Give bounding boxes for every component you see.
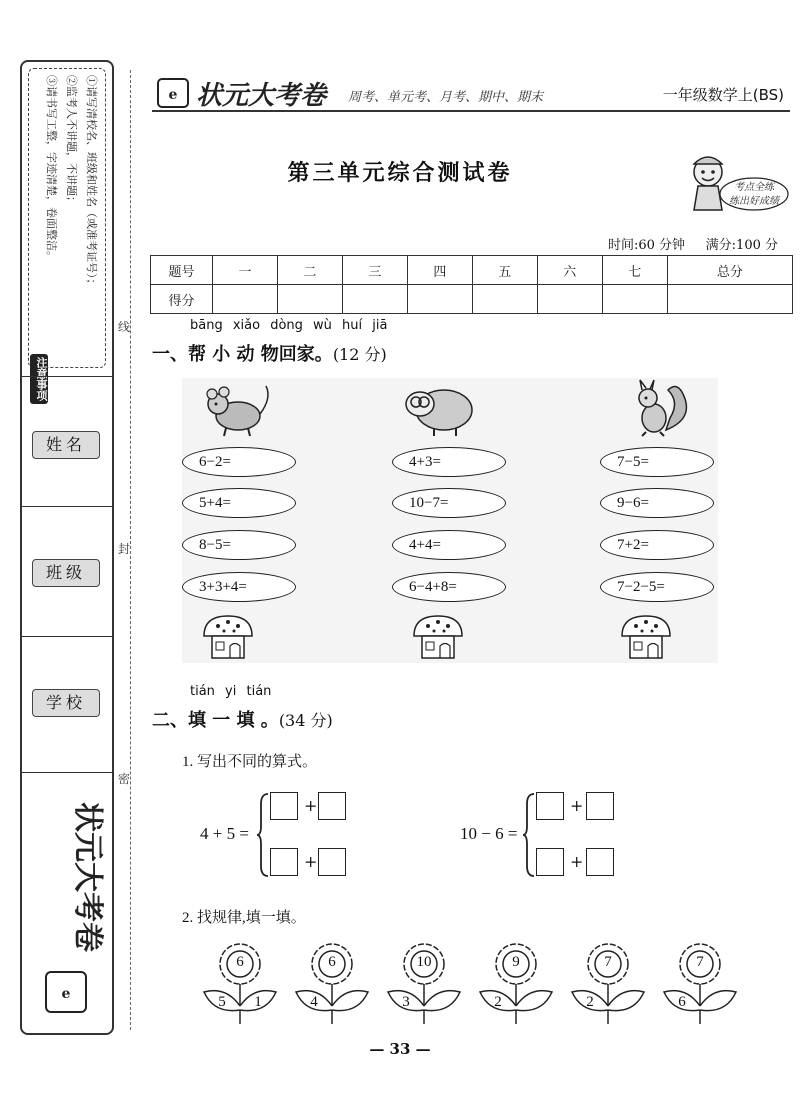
answer-box[interactable] xyxy=(586,848,614,876)
flower-item[interactable] xyxy=(660,942,742,1026)
page-title: 第三单元综合测试卷 xyxy=(287,160,513,186)
mouse-icon xyxy=(196,378,276,438)
section1-pinyin: bāng xiǎo dòng wù huí jiā xyxy=(190,318,388,333)
answer-box[interactable] xyxy=(318,848,346,876)
flower-left-number: 2 xyxy=(586,994,594,1010)
answer-box[interactable] xyxy=(318,792,346,820)
section1-points: (12 分) xyxy=(332,345,387,364)
strip-divider xyxy=(22,772,112,773)
flower-left-number: 4 xyxy=(310,994,318,1010)
note-line-2: ②监考人不讲题，不讲题； xyxy=(65,75,78,207)
note-line-3: ③请书写工整，字迹清楚，卷面整洁。 xyxy=(45,75,58,262)
equation-label-1: 4 + 5 = xyxy=(200,824,249,843)
score-cell[interactable] xyxy=(277,285,342,314)
notes-box xyxy=(28,68,106,368)
sheep-icon xyxy=(400,378,480,438)
cut-char-secret: 密 xyxy=(118,772,131,786)
section2-title: 二、填 一 填 。 xyxy=(152,710,279,731)
header-subtitle: 周考、单元考、月考、期中、期末 xyxy=(348,90,544,105)
flower-item[interactable] xyxy=(476,942,558,1026)
squirrel-icon xyxy=(618,378,698,438)
school-field-area xyxy=(22,636,112,772)
question-1: 1. 写出不同的算式。 xyxy=(182,754,318,770)
equation-oval[interactable]: 6−4+8= xyxy=(392,572,506,602)
name-field-area xyxy=(22,376,112,506)
equation-oval[interactable]: 9−6= xyxy=(600,488,714,518)
notes-title: 注意事项 xyxy=(30,354,48,404)
flower-item[interactable] xyxy=(200,942,282,1026)
plus-sign: + xyxy=(304,796,318,815)
score-cell[interactable] xyxy=(472,285,537,314)
answer-box[interactable] xyxy=(270,792,298,820)
page-number: — 33 — xyxy=(369,1040,431,1058)
answer-box[interactable] xyxy=(536,792,564,820)
flower-top-number: 7 xyxy=(604,954,612,970)
class-field-area xyxy=(22,506,112,636)
score-table xyxy=(150,255,793,314)
left-brace-icon xyxy=(256,792,270,878)
flower-left-number: 5 xyxy=(218,994,226,1010)
score-cell[interactable] xyxy=(537,285,602,314)
flower-right-number: 1 xyxy=(254,994,262,1010)
equation-oval[interactable]: 5+4= xyxy=(182,488,296,518)
table-header-cell: 五 xyxy=(472,256,537,285)
score-cell[interactable] xyxy=(407,285,472,314)
note-line-1: ①请写清校名、班级和姓名（或准考证号）； xyxy=(85,75,98,290)
equation-oval[interactable]: 7−2−5= xyxy=(600,572,714,602)
section1-heading xyxy=(152,340,387,366)
answer-box[interactable] xyxy=(270,848,298,876)
score-cell[interactable] xyxy=(667,285,792,314)
equation-oval[interactable]: 10−7= xyxy=(392,488,506,518)
exam-meta xyxy=(608,234,778,253)
flower-top-number: 6 xyxy=(236,954,244,970)
plus-sign: + xyxy=(304,852,318,871)
cut-char-line: 线 xyxy=(118,320,131,334)
mascot-caption-2: 练出好成绩 xyxy=(729,196,779,207)
table-header-cell: 六 xyxy=(537,256,602,285)
equation-oval[interactable]: 7+2= xyxy=(600,530,714,560)
brand-logo-vertical xyxy=(38,792,105,1022)
equation-oval[interactable]: 4+3= xyxy=(392,447,506,477)
cut-line xyxy=(130,70,131,1030)
time-limit: 时间:60 分钟 xyxy=(607,238,685,253)
section1-title: 一、帮 小 动 物回家。 xyxy=(152,344,333,365)
brand-logo-text: 状元大考卷 xyxy=(70,802,105,952)
equation-oval[interactable]: 8−5= xyxy=(182,530,296,560)
mascot-caption-1: 考点全练 xyxy=(734,182,774,193)
score-table-score-row xyxy=(151,285,793,314)
answer-box[interactable] xyxy=(586,792,614,820)
flower-item[interactable] xyxy=(568,942,650,1026)
equation-oval[interactable]: 6−2= xyxy=(182,447,296,477)
binding-strip xyxy=(20,60,114,1035)
plus-sign: + xyxy=(570,852,584,871)
answer-box[interactable] xyxy=(536,848,564,876)
mascot-illustration xyxy=(680,148,790,218)
cut-char-seal: 封 xyxy=(118,542,131,556)
flower-top-number: 10 xyxy=(416,954,432,970)
equation-oval[interactable]: 7−5= xyxy=(600,447,714,477)
question-2: 2. 找规律,填一填。 xyxy=(182,910,306,926)
table-header-cell: 二 xyxy=(277,256,342,285)
equation-oval[interactable]: 4+4= xyxy=(392,530,506,560)
table-header-cell: 七 xyxy=(602,256,667,285)
table-header-cell: 一 xyxy=(213,256,278,285)
left-brace-icon xyxy=(522,792,536,878)
score-cell[interactable] xyxy=(213,285,278,314)
page-header xyxy=(152,72,790,112)
score-table-header-row xyxy=(151,256,793,285)
table-header-cell: 总分 xyxy=(667,256,792,285)
notes-text xyxy=(33,75,101,375)
flower-top-number: 9 xyxy=(512,954,520,970)
table-header-cell: 三 xyxy=(342,256,407,285)
svg-text:e: e xyxy=(61,986,71,1002)
equation-oval[interactable]: 3+3+4= xyxy=(182,572,296,602)
mushroom-house-icon xyxy=(200,614,256,660)
brand-logo xyxy=(156,76,336,110)
flower-left-number: 2 xyxy=(494,994,502,1010)
mushroom-house-icon xyxy=(618,614,674,660)
table-header-cell: 四 xyxy=(407,256,472,285)
flower-item[interactable] xyxy=(292,942,374,1026)
flower-top-number: 7 xyxy=(696,954,704,970)
grade-label: 一年级数学上(BS) xyxy=(662,86,784,104)
flower-top-number: 6 xyxy=(328,954,336,970)
flower-left-number: 3 xyxy=(402,994,410,1010)
section2-pinyin: tián yi tián xyxy=(190,684,272,699)
table-header-cell: 题号 xyxy=(151,256,213,285)
section2-heading xyxy=(152,706,333,732)
flower-left-number: 6 xyxy=(678,994,686,1010)
flower-item[interactable] xyxy=(384,942,466,1026)
equation-label-2: 10 − 6 = xyxy=(460,824,518,843)
mushroom-house-icon xyxy=(410,614,466,660)
class-field-label: 班级 xyxy=(32,559,100,587)
score-cell[interactable] xyxy=(602,285,667,314)
score-cell[interactable] xyxy=(342,285,407,314)
table-row-label: 得分 xyxy=(151,285,213,314)
section2-points: (34 分) xyxy=(278,711,333,730)
plus-sign: + xyxy=(570,796,584,815)
brand-logo-text: 状元大考卷 xyxy=(196,81,327,111)
svg-text:e: e xyxy=(168,87,178,103)
name-field-label: 姓名 xyxy=(32,431,100,459)
full-score: 满分:100 分 xyxy=(705,238,778,253)
school-field-label: 学校 xyxy=(32,689,100,717)
